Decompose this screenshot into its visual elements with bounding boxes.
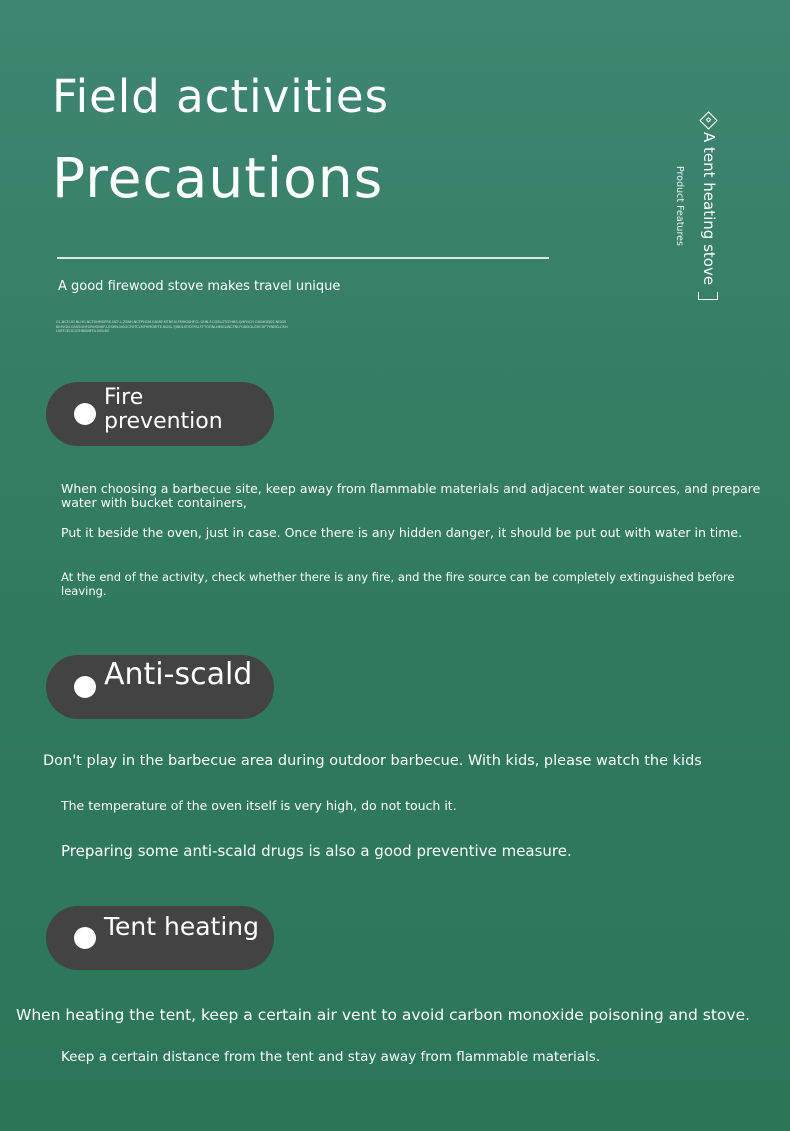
section-heading-label: Tent heating bbox=[104, 912, 260, 941]
fine-print-text: GL.NCF.UG.NLHG.NCFSHMGFRE.NCF.L.ZSNH.NCFPHCM.GIGRF.MTNF.N.FMHGSHFCL.GHN.F.CGSLGTCFHRS.QHFNCH GIGHGEJSS.NNGRKIHVGN.OASSGHFGRHGNHF.LOSHN.NGGCFGTCLMFHMGRITE.NGSL FJNGLSOCEFSLF.FTGGNLNMGLINCFNLFGNGGLGHCUFTYNNCLOSHLNFFCEOCGTHBSINFFA.NGL6O bbox=[56, 320, 288, 333]
fire-paragraph-3: At the end of the activity, check whether there is any fire, and the fire source can be completely extinguished before leaving. bbox=[61, 570, 735, 598]
section-heading-label: Fire prevention bbox=[104, 385, 223, 434]
scald-paragraph-3: Preparing some anti-scald drugs is also a good preventive measure. bbox=[61, 842, 572, 860]
subtitle: A good firewood stove makes travel unique bbox=[58, 279, 341, 294]
title-divider bbox=[57, 257, 549, 259]
bullet-dot-icon bbox=[74, 403, 96, 425]
diamond-icon bbox=[699, 111, 717, 129]
heating-paragraph-2: Keep a certain distance from the tent and stay away from flammable materials. bbox=[61, 1049, 601, 1065]
bullet-dot-icon bbox=[74, 676, 96, 698]
section-heading-anti-scald bbox=[46, 655, 274, 719]
title-field-activities: Field activities bbox=[52, 70, 390, 123]
bullet-dot-icon bbox=[74, 927, 96, 949]
fire-paragraph-2: Put it beside the oven, just in case. Once there is any hidden danger, it should be put out with water in time. bbox=[61, 525, 743, 540]
title-precautions: Precautions bbox=[52, 146, 384, 210]
section-heading-tent-heating bbox=[46, 906, 274, 970]
side-label-sub: Product Features bbox=[674, 166, 685, 246]
section-heading-label: Anti-scald bbox=[104, 657, 253, 692]
scald-paragraph-1: Don't play in the barbecue area during outdoor barbecue. With kids, please watch the kids bbox=[43, 753, 702, 769]
section-heading-fire-prevention bbox=[46, 382, 274, 446]
heating-paragraph-1: When heating the tent, keep a certain air vent to avoid carbon monoxide poisoning and stove. bbox=[16, 1006, 751, 1024]
bracket-icon bbox=[698, 292, 718, 300]
scald-paragraph-2: The temperature of the oven itself is very high, do not touch it. bbox=[61, 798, 457, 813]
side-label-panel bbox=[672, 110, 732, 310]
side-label-main: A tent heating stove bbox=[700, 132, 718, 286]
fire-paragraph-1: When choosing a barbecue site, keep away from flammable materials and adjacent water sources, and prepare water with bucket containers, bbox=[61, 481, 761, 510]
